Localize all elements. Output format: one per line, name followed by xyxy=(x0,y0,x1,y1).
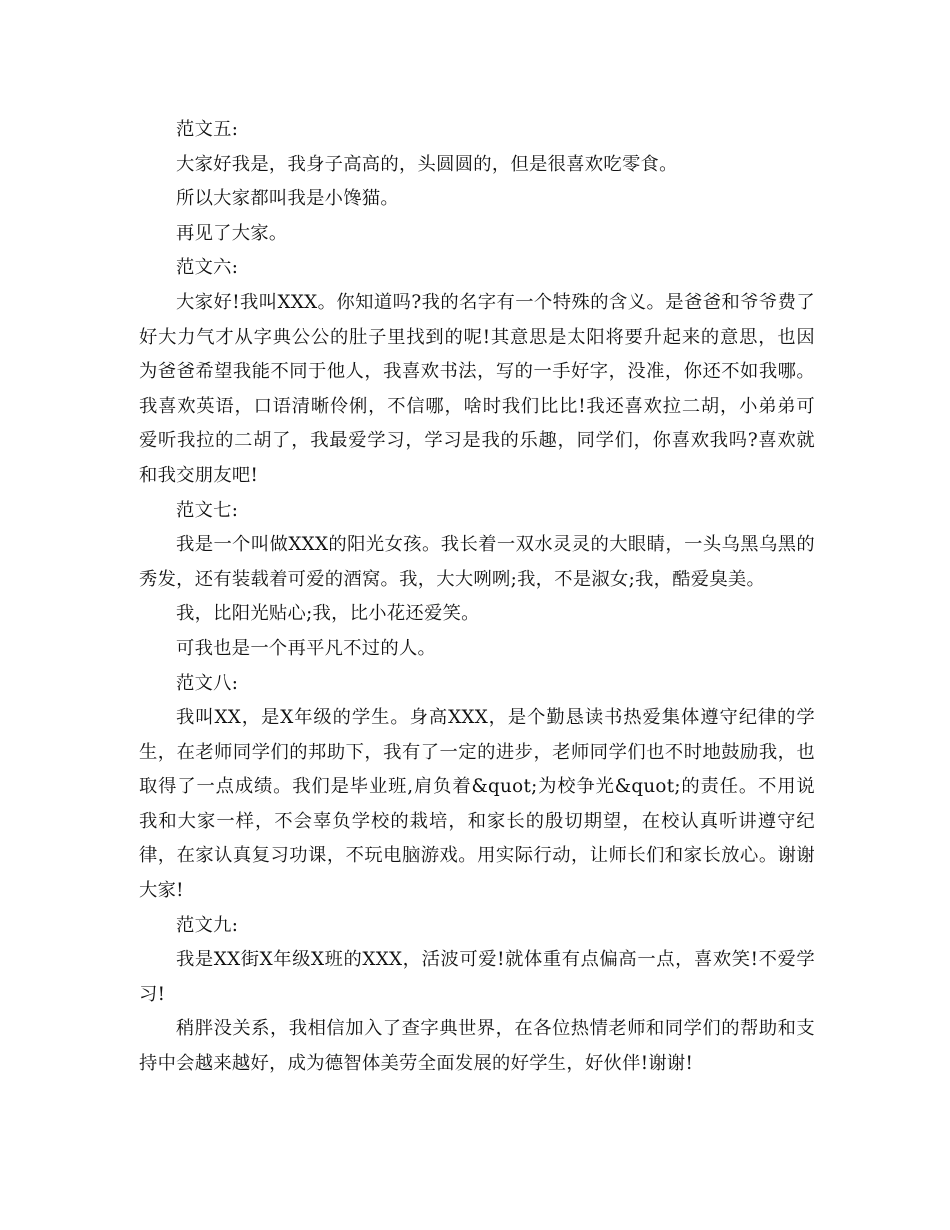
body-paragraph: 我是一个叫做XXX的阳光女孩。我长着一双水灵灵的大眼睛，一头乌黑乌黑的秀发，还有装载着可爱的酒窝。我，大大咧咧;我，不是淑女;我，酷爱臭美。 xyxy=(139,534,815,590)
section-heading-5: 范文五: xyxy=(176,119,239,140)
document-page xyxy=(139,113,815,1082)
section-heading-9: 范文九: xyxy=(176,914,239,936)
body-paragraph: 所以大家都叫我是小馋猫。 xyxy=(176,188,399,210)
body-paragraph: 我，比阳光贴心;我，比小花还爱笑。 xyxy=(176,603,480,625)
section-heading-8: 范文八: xyxy=(176,672,239,694)
body-paragraph: 可我也是一个再平凡不过的人。 xyxy=(176,637,437,659)
body-paragraph: 我是XX街X年级X班的XXX，活波可爱!就体重有点偏高一点，喜欢笑!不爱学习! xyxy=(139,949,815,1005)
body-paragraph: 再见了大家。 xyxy=(176,222,288,244)
body-paragraph: 大家好!我叫XXX。你知道吗?我的名字有一个特殊的含义。是爸爸和爷爷费了好大力气才从字典公公的肚子里找到的呢!其意思是太阳将要升起来的意思，也因为爸爸希望我能不同于他人，我喜欢书法，写的一手好字，没准，你还不如我哪。我喜欢英语，口语清晰伶俐，不信哪，啥时我们比比!我还喜欢拉二胡，小弟弟可爱听我拉的二胡了，我最爱学习，学习是我的乐趣，同学们，你喜欢我吗?喜欢就和我交朋友吧! xyxy=(139,291,815,486)
section-heading-7: 范文七: xyxy=(176,499,239,521)
section-heading-6: 范文六: xyxy=(176,257,239,279)
body-paragraph: 大家好我是，我身子高高的，头圆圆的，但是很喜欢吃零食。 xyxy=(176,153,678,175)
body-paragraph: 我叫XX，是X年级的学生。身高XXX，是个勤恳读书热爱集体遵守纪律的学生，在老师同学们的邦助下，我有了一定的进步，老师同学们也不时地鼓励我，也取得了一点成绩。我们是毕业班,肩负着&quot;为校争光&quot;的责任。不用说我和大家一样，不会辜负学校的栽培，和家长的殷切期望，在校认真听讲遵守纪律，在家认真复习功课，不玩电脑游戏。用实际行动，让师长们和家长放心。谢谢大家! xyxy=(139,707,815,902)
body-paragraph: 稍胖没关系，我相信加入了查字典世界，在各位热情老师和同学们的帮助和支持中会越来越好，成为德智体美劳全面发展的好学生，好伙伴!谢谢! xyxy=(139,1018,815,1075)
